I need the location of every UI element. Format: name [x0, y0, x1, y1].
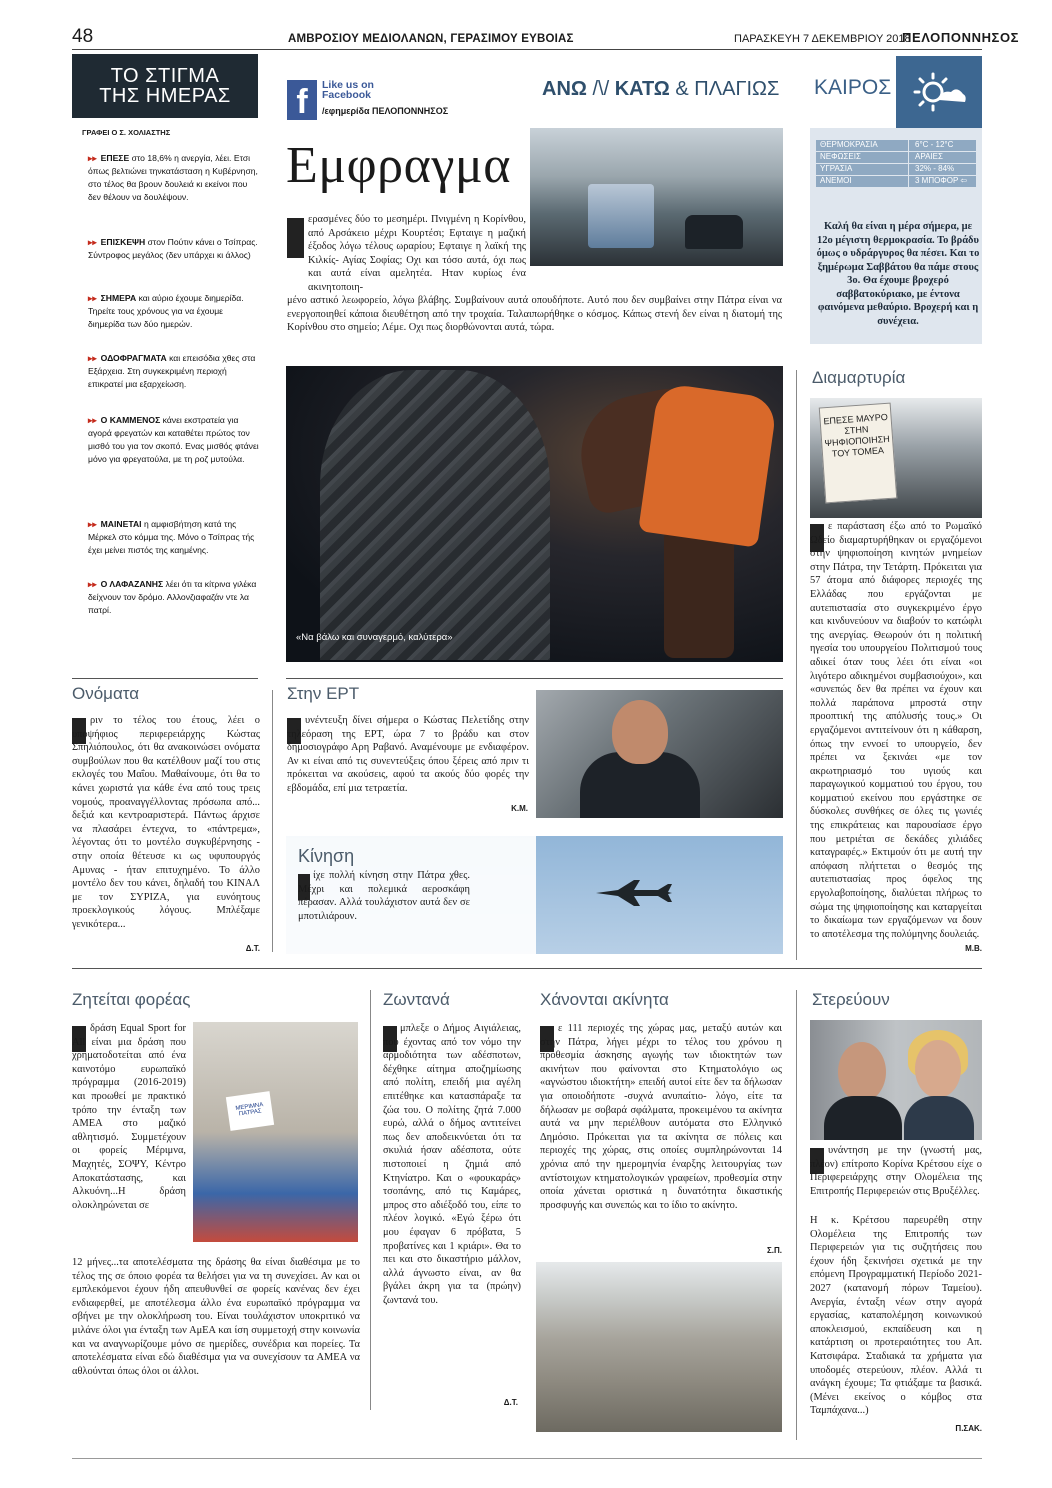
kinisi-text: ίχε πολλή κίνηση στην Πάτρα χθες. Μέχρι και πολεμικά αεροσκάφη πέρασαν. Αλλά τουλάχιστον αυτά δεν σε μποτιλιάρουν.	[298, 870, 470, 922]
diamartyria-signature: Μ.Β.	[965, 944, 982, 953]
suit-shape	[824, 1096, 902, 1140]
ano-kato-heading: ΑΝΩ /\/ ΚΑΤΩ & ΠΛΑΓΙΩΣ	[542, 78, 780, 100]
sun-cloud-icon	[896, 56, 982, 128]
section-rule	[72, 968, 982, 969]
kairos-title: ΚΑΙΡΟΣ	[814, 76, 892, 99]
weather-row: ΑΝΕΜΟΙ 3 ΜΠΟΦΟΡ ⇦	[816, 176, 976, 187]
facebook-like-text[interactable]: Like us on Facebook	[322, 79, 374, 101]
traffic-photo	[530, 128, 783, 266]
stigma-title-line1: ΤΟ ΣΤΙΓΜΑ	[110, 65, 220, 87]
diamartyria-text: ε παράσταση έξω από το Ρωμαϊκό Ωδείο διαμαρτυρήθηκαν οι εργαζόμενοι στην ψηφιοποίηση κινητών μνημείων στην Πάτρα, την Τετάρτη. Πρόκειται για 57 άτομα από διάφορες περιοχές της Ελλάδας που εργάζονται με αυτεπιστασία στο συγκεκριμένο έργο και κινδυνεύουν να διαβούν το κατώφλι της ανεργίας. Θεωρούν ότι η πολιτική ηγεσία του υπουργείου Πολιτισμού τους αδικεί όταν τους λέει ότι είναι «οι λιγότερο αδικημένοι συμβασιούχοι», και «συνεπώς δεν θα πρέπει να έχουν και πολλά παράπονα μπροστά στην προοπτική της απόλυσής τους.» Οι εργαζόμενοι αντιτείνουν ότι η κάθαρση, όπως την εννοεί το υπουργείο, δεν πρέπει να ξεκινάει «με τον ακρωτηριασμό του υγιούς και παραγωγικού κομματιού του έργου, του κομματιού εκείνου που εργάστηκε σε δύσκολες συνθήκες σε όλες τις γωνιές της επικράτειας και παρουσίασε έργο που μετριέται σε δεκάδες χιλιάδες καταγραφές.» Εκτιμούν ότι με αυτή την απόφαση πλήττεται ο θεσμός της αυτεπιστασίας προς όφελος της εργολαβοποίησης, διαλύεται πλήρως το σώμα της ψηφιοποίησης και καταργείται το δικαίωμα των εργαζόμενων να δουν το αποτέλεσμα της πολύμηνης δουλειάς.	[810, 521, 982, 940]
footer-rule	[72, 1458, 982, 1459]
ert-text: υνέντευξη δίνει σήμερα ο Κώστας Πελετίδης στην τηλεόραση της ΕΡΤ, ώρα 7 το βράδυ και στον δημοσιογράφο Αρη Ραβανό. Αναμένουμε με ενδιαφέρον. Αν κι είναι από τις συνεντεύξεις όπου ξέρεις από πριν τι πρόκειται να ακούσεις, αφού τα ακούς δύο φορές την εβδομάδα, επί μια τετραετία.	[287, 715, 529, 794]
suit-shape	[904, 1096, 974, 1140]
column-rule	[272, 690, 273, 952]
man-shorts-shape	[638, 382, 778, 547]
fighter-jet-icon	[594, 878, 674, 913]
ert-signature: Κ.Μ.	[511, 804, 528, 813]
diamartyria-title: Διαμαρτυρία	[812, 368, 906, 387]
weather-text: Καλή θα είναι η μέρα σήμερα, με 12ο μέγιστη θερμοκρασία. Το βράδυ όμως ο υδράργυρος θα πέσει. Και το ξημέρωμα Σαββάτου θα πάμε στους 3ο. Θα έχουμε βροχερό σαββατοκύριακο, με έντονα φαινόμενα μεθαύριο. Βροχερή και η συνέχεια.	[816, 221, 980, 327]
stigma-item: ▸▸ ΟΔΟΦΡΑΓΜΑΤΑ και επεισόδια χθες στα Εξάρχεια. Στη συγκεκριμένη περιοχή επικρατεί μια εξαρχείωση.	[88, 353, 256, 389]
header-rule	[72, 49, 982, 50]
kinisi-title: Κίνηση	[298, 846, 355, 866]
stigma-item: ▸▸ Ο ΛΑΦΑΖΑΝΗΣ λέει ότι τα κίτρινα γιλέκα δείχνουν τον δρόμο. Αλλονζιαφαζάν ντε λα πατρί.	[88, 579, 257, 615]
zontana-text: μπλεξε ο Δήμος Αιγιάλειας, που έχοντας από τον νόμο την αρμοδιότητα των αδέσποτων, δέχθηκε αίτημα αποζημίωσης από πολίτη, επειδή μια αγέλη επιτέθηκε και κατασπάραξε τα ζώα του. Ο πολίτης ζητά 7.000 ευρώ, αλλά ο δήμος αντιτείνει πως δεν αποδεικνύεται ότι τα σκυλιά ήσαν αδέσποτα, ούτε πιστοποιεί η ζημιά από Κτηνίατρο. Και ο «φουκαράς» τσοπάνης, από τις Καμάρες, μπρος στο αδιέξοδό του, είπε το πλέον λογικό. «Εγώ ξέρω ότι μου έφαγαν 6 πρόβατα, 5 προβατίνες και 1 κριάρι». Θα το πει και στο δικαστήριο μάλλον, αλλά άγνωστο είναι, αν θα βγάλει άκρη για τα (πρώην) ζωντανά του.	[383, 1023, 521, 1306]
weather-row: ΘΕΡΜΟΚΡΑΣΙΑ 6°C - 12°C	[816, 140, 976, 151]
stereuoun-text-more: Η κ. Κρέτσου παρευρέθη στην Ολομέλεια της Επιτροπής των Περιφερειών για τις συζητήσεις που έχουν ήδη ξεκινήσει σχετικά με την επόμενη Προγραμματική Περίοδο 2021-2027 (κατανομή πόρων Ταμείου). Ανεργία, ένταξη νέων στην αγορά εργασίας, καταπολέμηση κοινωνικού αποκλεισμού, εκπαίδευση και η κατάρτιση οι προτεραιότητες του Απ. Κατσιφάρα. Σταδιακά τα χρήματα για υποδομές στερεύουν, πλέον. Αλλά τι ανάγκη έχουμε; Τα φτιάξαμε τα βασικά. (Μένει εκείνος ο κόμβος στα Ταμπάχανα...)	[810, 1215, 982, 1417]
jersey-text: ΜΕΡΙΜΝΑ ΠΑΤΡΑΣ	[226, 1091, 274, 1131]
zitite-title: Ζητείται φορέας	[72, 990, 191, 1009]
weather-row: ΥΓΡΑΣΙΑ 32% - 84%	[816, 164, 976, 175]
stereuoun-signature: Π.ΣΑΚ.	[955, 1424, 982, 1433]
face-shape	[915, 1040, 961, 1098]
stigma-title-line2: ΤΗΣ ΗΜΕΡΑΣ	[99, 85, 231, 107]
page-number: 48	[72, 26, 94, 47]
facebook-logo-icon[interactable]: f	[287, 80, 317, 120]
zitite-text-narrow: δράση Equal Sport for All είναι μια δράση που χρηματοδοτείται από ένα καινοτόμο ευρωπαϊκό πρόγραμμα (2016-2019) και προωθεί με πρακτικό τρόπο την ένταξη των ΑΜΕΑ στο μαζικό αθλητισμό. Συμμετέχουν οι φορείς Μέριμνα, Μαχητές, ΣΟΨΥ, Κέντρο Αποκατάστασης, και Αλκυόνη...Η δράση ολοκληρώνεται σε	[72, 1023, 186, 1211]
section-rule	[286, 678, 783, 679]
onomata-signature: Δ.Τ.	[245, 944, 260, 953]
athletes-photo	[193, 1022, 358, 1242]
column-rule	[370, 990, 371, 1410]
onomata-text: ριν το τέλος του έτους, λέει ο υποψήφιος περιφερειάρχης Κώστας Σπηλιόπουλος, ότι θα ανακοινώσει ονόματα συμβούλων που θα κατέλθουν μαζί του στις εκλογές του Μαΐου. Μαθαίνουμε, ότι θα το κάνει χωριστά για κάθε ένα από τους τρεις νομούς, προαναγγέλλοντας πρόσωπα από... δεξιά και κεντροαριστερά. Πάντως άρχισε να πλασάρει έντεχνα, το «πάντρεμα», λέγοντας ότι το μοντέλο συγκυβέρνησης - στην οποία θέτευσε κι ως υφυπουργός Αμυνας - ήταν επιτυχημένο. Το άλλο μοντέλο δεν του κάνει, δηλαδή του ΚΙΝΑΛ με τον ΣΥΡΙΖΑ, για ευνόητους προεκλογικούς λόγους. Μπλέξαμε γενικότερα...	[72, 715, 260, 930]
header-date: ΠΑΡΑΣΚΕΥΗ 7 ΔΕΚΕΜΒΡΙΟΥ 2018	[734, 33, 911, 45]
weather-row: ΝΕΦΩΣΕΙΣ ΑΡΑΙΕΣ	[816, 152, 976, 163]
column-rule	[796, 370, 797, 960]
face-shape	[838, 1042, 886, 1102]
onomata-title: Ονόματα	[72, 684, 140, 703]
stigma-byline: ΓΡΑΦΕΙ Ο Σ. ΧΟΛΙΑΣΤΗΣ	[82, 128, 171, 137]
stigma-item: ▸▸ ΕΠΙΣΚΕΨΗ στον Πούτιν κάνει ο Τσίπρας. Σύντροφος μεγάλος (δεν υπάρχει κι άλλος)	[88, 237, 258, 260]
ert-title: Στην ΕΡΤ	[287, 684, 360, 703]
stigma-item: ▸▸ Ο ΚΑΜΜΕΝΟΣ κάνει εκστρατεία για αγορά φρεγατών και καταθέτει πρώτος τον μισθό του για τον σκοπό. Ενας μισθός φτάνει μόνο για φρεγατούλα, με τη ροζ μυτούλα.	[88, 415, 259, 464]
stigma-item: ▸▸ ΕΠΕΣΕ στο 18,6% η ανεργία, λέει. Ετσι όπως βελτιώνει τηνκατάσταση η Κυβέρνηση, στο τέλος θα βρουν δουλειά κι εκείνοι που δεν θέλουν να δουλέψουν.	[88, 153, 258, 202]
stereuoun-title: Στερεύουν	[812, 990, 890, 1009]
column-rule	[796, 990, 797, 1440]
city-photo	[536, 1262, 782, 1432]
section-rule	[72, 678, 258, 679]
zontana-title: Ζωντανά	[383, 990, 450, 1009]
emphragma-dropcap	[287, 218, 304, 258]
ert-face-shape	[612, 700, 668, 764]
header-brand: ΠΕΛΟΠΟΝΝΗΣΟΣ	[902, 30, 1020, 45]
emphragma-text-narrow: ερασμένες δύο το μεσημέρι. Πνιγμένη η Κορίνθου, από Αρσάκειο μέχρι Κουρτέσι; Εφταιγε η μαζική έξοδος λόγω τέλους ωραρίου; Εφταιγε η λαϊκή της Κιλκίς- Αγίας Σοφίας; Οχι και τόσο αυτά, όχι πως και αυτά είναι αμελητέα. Ηταν κυρίως ένα ακινητοποιη-	[308, 214, 526, 293]
main-photo-caption: «Να βάλω και συναγερμό, καλύτερα»	[296, 632, 453, 643]
facebook-subtitle: /εφημερίδα ΠΕΛΟΠΟΝΝΗΣΟΣ	[322, 106, 449, 116]
zitite-text-wide: 12 μήνες...τα αποτελέσματα της δράσης θα είναι διαθέσιμα με το τέλος της σε όποιο φορέα τα θελήσει για να τη συνεχίσει. Αν και οι εμπλεκόμενοι έχουν ήδη απευθυνθεί σε φορείς κανένας δεν έχει ενδιαφερθεί, με αποτέλεσμα άλλο ένα ευρωπαϊκό πρόγραμμα να σβήνει με την ολοκλήρωση του. Είναι τουλάχιστον υποκριτικό να μιλάνε όλοι για ένταξη των ΑμΕΑ και ίση συμμετοχή στην κοινωνία και να αναγνωρίζουμε μόνο σε ημερίδες, συνέδρια και πορείες. Τα αποτελέσματα είναι εδώ διαθέσιμα για να συνεχίσουν τα ΑΜΕΑ να αθλούνται όπως όλοι οι άλλοι.	[72, 1257, 360, 1377]
emphragma-text-wide: μένο αστικό λεωφορείο, λόγω βλάβης. Συμβαίνουν αυτά οπουδήποτε. Αυτό που δεν συμβαίνει στην Πάτρα είναι να ενεργοποιηθεί κάποια διευθέτηση από την τροχαία. Ταλαιπωρήθηκε ο κόσμος. Κάπως στενή δεν είναι η διατομή της Κορίνθου στο σημείο; Λέμε. Οχι πως διορθώνονται αυτά, τώρα.	[287, 295, 782, 334]
chained-tree-shape	[320, 370, 550, 660]
header-paper-names: ΑΜΒΡΟΣΙΟΥ ΜΕΔΙΟΛΑΝΩΝ, ΓΕΡΑΣΙΜΟΥ ΕΥΒΟΙΑΣ	[288, 33, 574, 45]
stigma-item: ▸▸ ΣΗΜΕΡΑ και αύριο έχουμε διημερίδα. Τηρείτε τους χρόνους για να έχουμε διημερίδα των δύο ημερών.	[88, 293, 244, 329]
xanontai-signature: Σ.Π.	[766, 1246, 782, 1255]
man-legs-shape	[664, 528, 734, 658]
bus-shape	[588, 184, 654, 248]
protest-sign: ΕΠΕΣΕ ΜΑΥΡΟ ΣΤΗΝ ΨΗΦΙΟΠΟΙΗΣΗ ΤΟΥ ΤΟΜΕΑ	[819, 403, 898, 504]
stigma-item: ▸▸ ΜΑΙΝΕΤΑΙ η αμφισβήτηση κατά της Μέρκελ στο κόμμα της. Μόνο ο Τσίπρας τής έχει μείνει πιστός της καημένης.	[88, 519, 255, 555]
zontana-signature: Δ.Τ.	[503, 1398, 518, 1407]
car-shape	[685, 215, 743, 249]
xanontai-text: ε 111 περιοχές της χώρας μας, μεταξύ αυτών και στην Πάτρα, λήγει μέχρι το τέλος του χρόνου η προθεσμία άσκησης αγωγής των ιδιοκτητών των ακινήτων που φαίνονται στο Κτηματολόγιο ως «αγνώστου ιδιοκτήτη» επειδή αυτοί είτε δεν τα δήλωσαν για οποιοδήποτε -συχνά ανυπαίτιο- λόγο, είτε τα δήλωσαν με σοβαρά σφάλματα, προκειμένου τα ακίνητα αυτά να μην περιέλθουν αυτόματα στο Ελληνικό Δημόσιο. Πρόκειται για τα ακίνητα σε πόλεις και περιοχές της χώρας, στις οποίες συμπληρώνονται 14 χρόνια από την ημερομηνία έναρξης λειτουργίας των αντίστοιχων κτηματολογικών γραφείων, προθεσμία στην οποία χάνεται οριστικά η δυνατότητα δικαστικής προσφυγής και συνεπώς και το ίδιο το ακίνητο.	[540, 1023, 782, 1211]
xanontai-title: Χάνονται ακίνητα	[540, 990, 669, 1009]
stigma-title	[72, 54, 258, 118]
stereuoun-text-narrow: υνάντηση με την (γνωστή μας, πλέον) επίτροπο Κορίνα Κρέτσου είχε ο Περιφερειάρχης στην Ολομέλεια της Επιτροπής Περιφερειών στις Βρυξέλλες.	[810, 1145, 982, 1197]
emphragma-title: Εμφραγμα	[286, 137, 511, 194]
